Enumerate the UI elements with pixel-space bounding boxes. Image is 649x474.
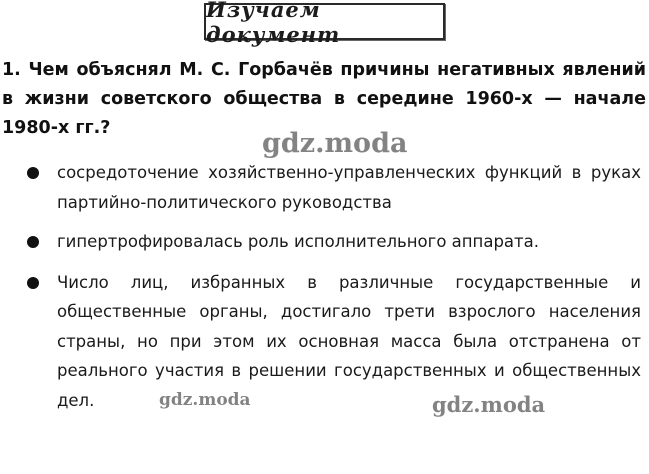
answer-text: сосредоточение хозяйственно-управленческих функций в руках партийно-политического руководства: [57, 163, 641, 212]
list-item: [0, 158, 649, 217]
list-item: [0, 268, 649, 416]
section-header: [204, 0, 445, 47]
answer-text: Число лиц, избранных в различные государственные и общественные органы, достигало трети взрослого населения страны, но при этом их основная масса была отстранена от реального участия в решении государственных и общественных дел.: [57, 272, 641, 410]
answer-text: гипертрофировалась роль исполнительного аппарата.: [57, 232, 540, 251]
answer-list: [0, 158, 649, 415]
watermark-bottom-right: gdz.moda: [432, 392, 546, 417]
section-title: Изучаем документ: [206, 0, 341, 47]
question-text: 1. Чем объяснял М. С. Горбачёв причины негативных явлений в жизни советского общества в середине 1960-х — начале 1980-х гг.?: [2, 60, 646, 138]
watermark-bottom-left: gdz.moda: [159, 390, 251, 410]
bullet-icon: [27, 236, 39, 248]
list-item: [0, 227, 649, 257]
bullet-icon: [27, 277, 39, 289]
watermark-center: gdz.moda: [262, 128, 408, 159]
bullet-icon: [27, 167, 39, 179]
